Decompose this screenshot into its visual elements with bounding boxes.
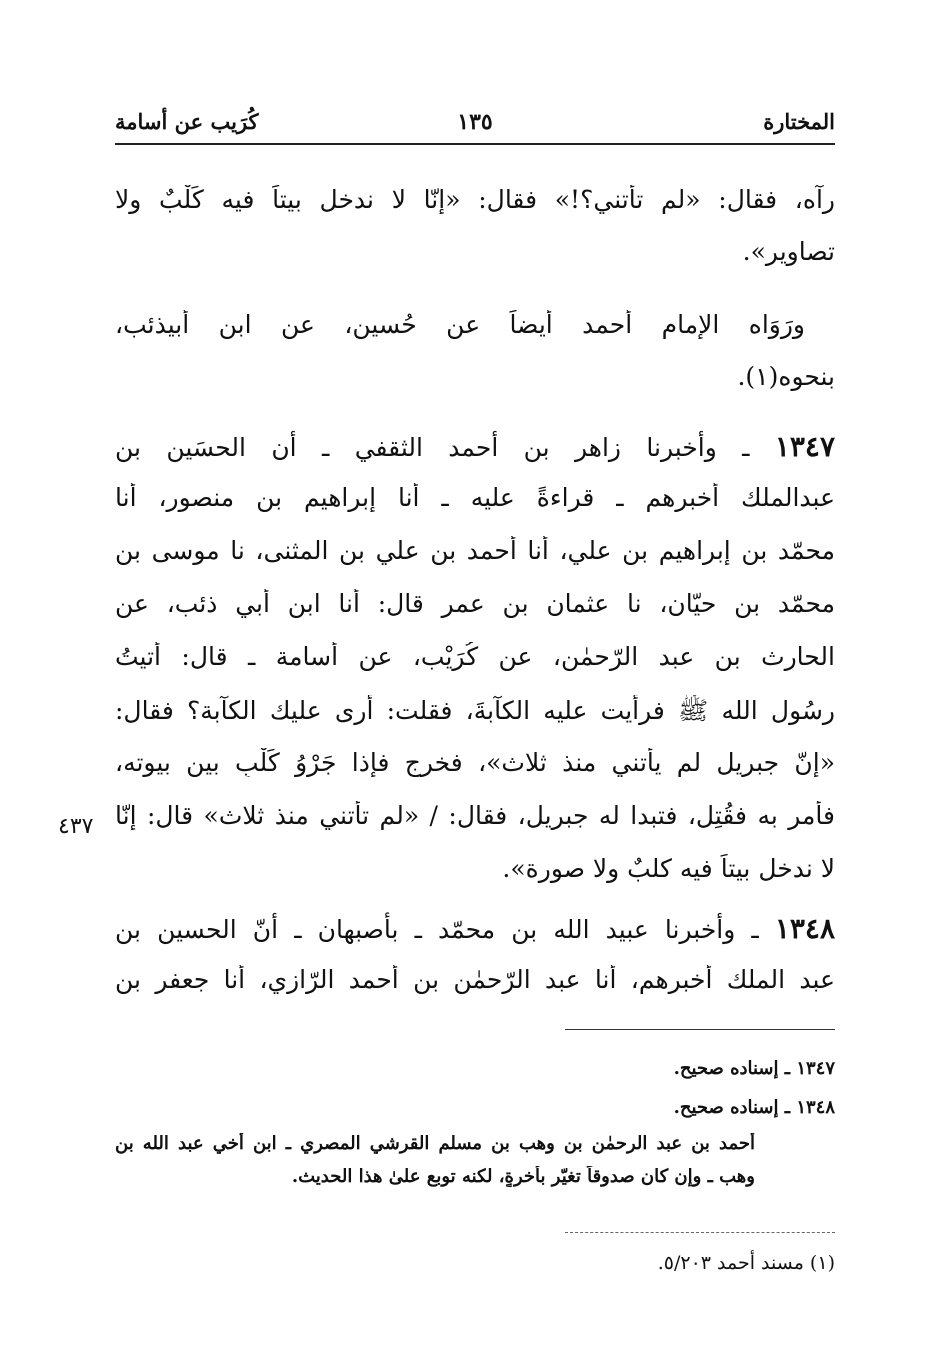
- reference-divider: [565, 1232, 835, 1233]
- text-line: عبد الملك أخبرهم، أنا عبد الرّحمٰن بن أحمد الرّازي، أنا جعفر بن: [115, 965, 835, 994]
- text-line: رسُول الله ﷺ فرأيت عليه الكآبةَ، فقلت: أرى عليك الكآبة؟ فقال:: [115, 696, 835, 725]
- text-line: لا ندخل بيتاً فيه كلبٌ ولا صورة».: [502, 854, 835, 883]
- text-line: الحارث بن عبد الرّحمٰن، عن كُرَيْب، عن أسامة ـ قال: أتيتُ: [115, 642, 835, 671]
- chapter-title: كُرَيب عن أسامة: [115, 109, 259, 134]
- text-line: عبدالملك أخبرهم ـ قراءةً عليه ـ أنا إبراهيم بن منصور، أنا: [115, 483, 835, 512]
- page-number: ١٣٥: [457, 109, 493, 135]
- hadith-first-line: [115, 912, 835, 945]
- text-line: ورَوَاه الإمام أحمد أيضاً عن حُسين، عن ابن أبيذئب،: [115, 310, 805, 339]
- text-line: فأمر به فقُتِل، فتبدا له جبريل، فقال: / «لم تأتني منذ ثلاث» قال: إنّا: [115, 801, 835, 830]
- footnote-1347: ١٣٤٧ ـ إسناده صحيح.: [673, 1058, 835, 1079]
- text-line: بنحوه(١).: [737, 362, 835, 391]
- margin-page-marker: ٤٣٧: [58, 814, 94, 839]
- footnote-note-line: وهب ـ وإن كان صدوقاً تغيّر بأخرةٍ، لكنه توبع علىٰ هذا الحديث.: [291, 1166, 755, 1187]
- book-title: المختارة: [763, 109, 835, 134]
- text-line: محمّد بن إبراهيم بن علي، أنا أحمد بن علي بن المثنى، نا موسى بن: [115, 536, 835, 565]
- text-line: ـ وأخبرنا عبيد الله بن محمّد ـ بأصبهان ـ أنّ الحسين بن: [115, 915, 759, 944]
- footnote-divider: [565, 1029, 835, 1030]
- text-line: ـ وأخبرنا زاهر بن أحمد الثقفي ـ أن الحسَين بن: [115, 433, 750, 462]
- text-line: محمّد بن حيّان، نا عثمان بن عمر قال: أنا ابن أبي ذئب، عن: [115, 589, 835, 618]
- page-header: [115, 103, 835, 145]
- hadith-number: ١٣٤٨: [774, 912, 835, 945]
- reference-footnote: (١) مسند أحمد ٥/٢٠٣.: [657, 1252, 835, 1274]
- text-line: رآه، فقال: «لم تأتني؟!» فقال: «إنّا لا ندخل بيتاً فيه كَلْبٌ ولا: [115, 185, 835, 214]
- text-line: تصاوير».: [742, 237, 835, 266]
- footnote-1348: ١٣٤٨ ـ إسناده صحيح.: [673, 1097, 835, 1118]
- footnote-note-line: أحمد بن عبد الرحمٰن بن وهب بن مسلم القرشي المصري ـ ابن أخي عبد الله بن: [115, 1133, 755, 1154]
- hadith-number: ١٣٤٧: [774, 430, 835, 463]
- hadith-first-line: [115, 430, 835, 463]
- text-line: «إنّ جبريل لم يأتني منذ ثلاث»، فخرج فإذا جَرْوُ كَلْبٍ بين بيوته،: [115, 748, 835, 777]
